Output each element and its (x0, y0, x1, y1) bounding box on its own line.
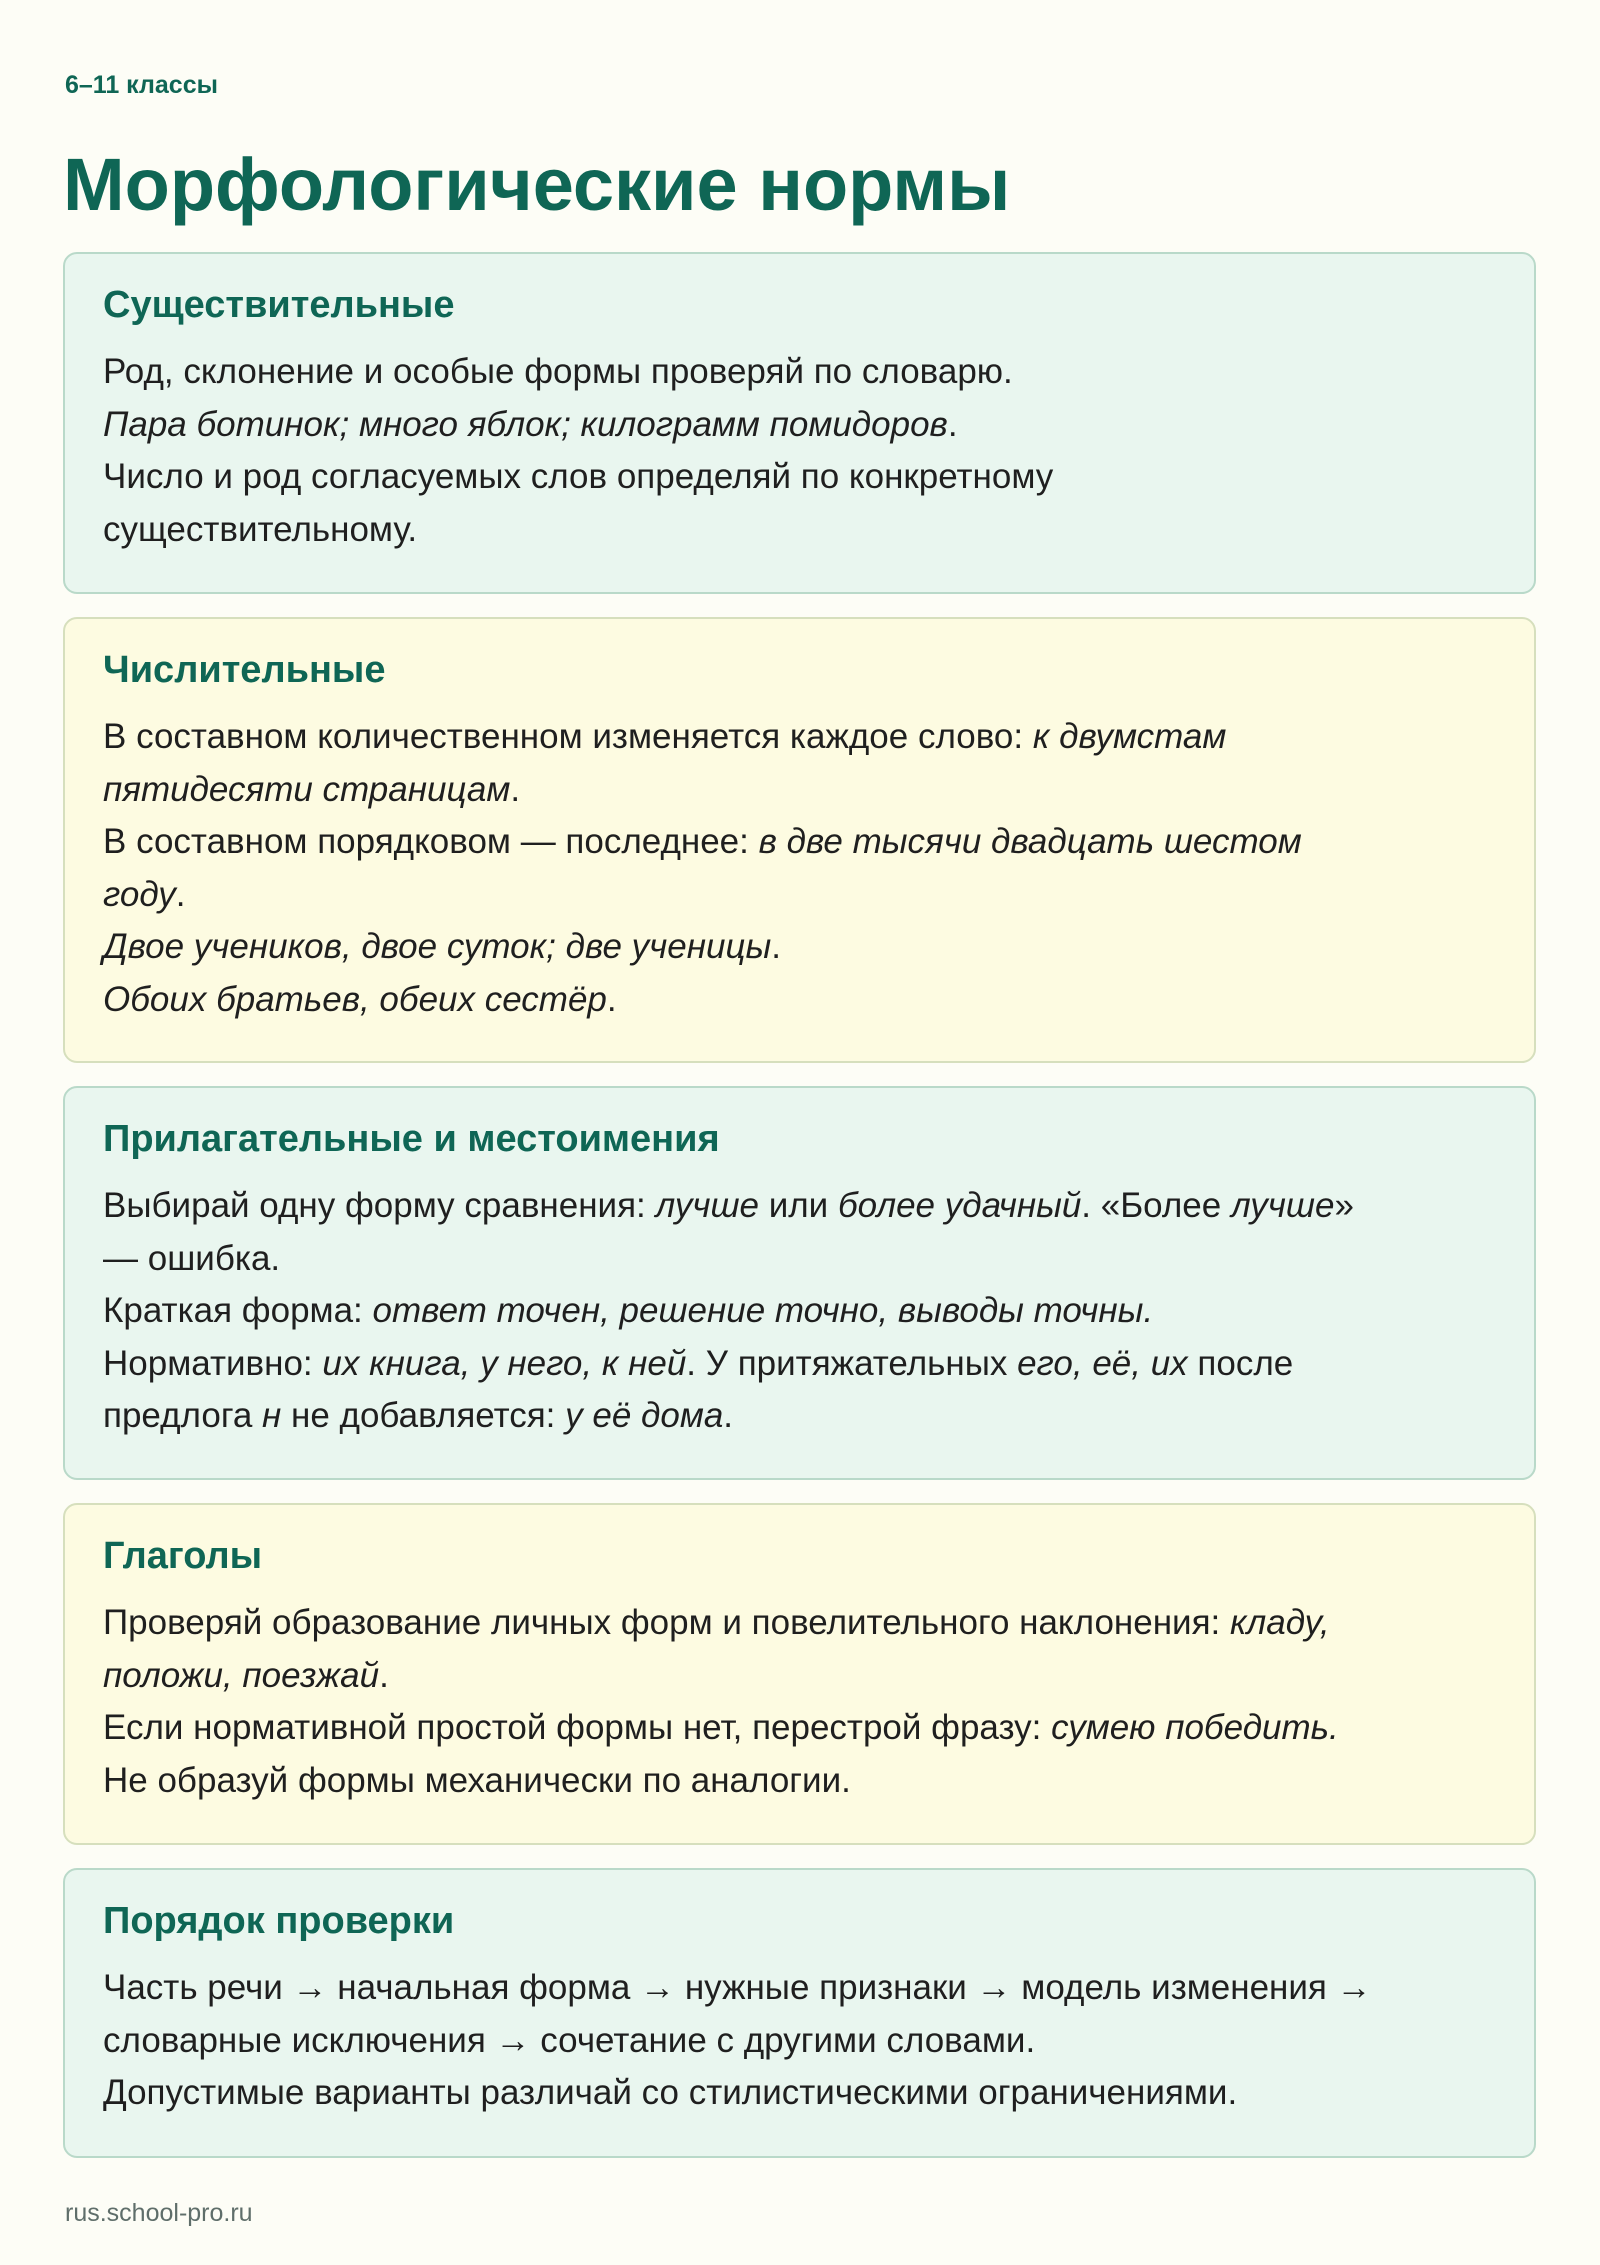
example-text: положи, поезжай (103, 1655, 380, 1695)
card-text (103, 1180, 1498, 1443)
card-check-order (63, 1868, 1536, 2158)
text-fragment: . (723, 1396, 734, 1435)
text-fragment: не добавляется: (281, 1396, 566, 1435)
text-fragment: . (175, 874, 186, 914)
example-text: их книга, у него, к ней (322, 1343, 687, 1383)
text-fragment: Выбирай одну форму сравнения: (103, 1186, 656, 1225)
grade-label: 6–11 классы (65, 71, 218, 99)
card-text (103, 1962, 1498, 2120)
card-title: Прилагательные и местоимения (103, 1118, 720, 1160)
card-text (103, 346, 1498, 556)
text-fragment: . У притяжательных (686, 1343, 1018, 1383)
example-text: сумею победить. (1051, 1708, 1339, 1747)
text-fragment: . (510, 769, 521, 809)
text-line: словарные исключения → сочетание с другими словами. (103, 2020, 1036, 2060)
text-fragment: Проверяй образование личных форм и повелительного наклонения: (103, 1603, 1230, 1642)
text-fragment: Нормативно: (103, 1343, 323, 1383)
example-text: Обоих братьев, обеих сестёр (103, 979, 607, 1019)
text-fragment: . «Более (1081, 1186, 1231, 1225)
page-title: Морфологические нормы (63, 143, 1011, 226)
text-line: Допустимые варианты различай со стилистическими ограничениями. (103, 2073, 1238, 2112)
text-fragment: . (771, 927, 781, 966)
example-text: кладу, (1230, 1603, 1330, 1642)
example-text: более удачный (837, 1186, 1082, 1225)
card-numerals (63, 617, 1536, 1063)
text-line: — ошибка. (103, 1238, 281, 1278)
text-line: Часть речи → начальная форма → нужные признаки → модель изменения → (103, 1968, 1372, 2007)
card-title: Числительные (103, 649, 386, 691)
text-line: Не образуй формы механически по аналогии. (103, 1760, 851, 1800)
example-text: пятидесяти страницам (103, 769, 511, 809)
example-text: его, её, их (1017, 1343, 1188, 1383)
card-title: Существительные (103, 284, 455, 326)
card-title: Порядок проверки (103, 1900, 455, 1942)
text-fragment: » (1334, 1186, 1354, 1225)
card-text (103, 711, 1498, 1026)
example-text: лучше (1230, 1186, 1335, 1225)
text-fragment: или (758, 1186, 838, 1225)
example-text: году (103, 874, 176, 914)
example-text: н (262, 1396, 282, 1435)
text-line: существительному. (103, 509, 418, 549)
text-fragment: после (1187, 1343, 1294, 1383)
example-text: к двумстам (1032, 717, 1227, 756)
card-text (103, 1597, 1498, 1807)
text-fragment: . (379, 1655, 389, 1695)
example-text: ответ точен, решение точно, выводы точны. (372, 1291, 1154, 1330)
text-fragment: . (606, 979, 617, 1019)
card-title: Глаголы (103, 1535, 263, 1577)
text-line: Число и род согласуемых слов определяй по конкретному (103, 457, 1054, 496)
example-text: лучше (655, 1186, 759, 1225)
example-text: Пара ботинок; много яблок; килограмм помидоров (103, 404, 948, 444)
example-text: в две тысячи двадцать шестом (758, 822, 1302, 861)
example-text: Двое учеников, двое суток; две ученицы (103, 927, 772, 966)
text-fragment: В составном количественном изменяется каждое слово: (103, 717, 1033, 756)
example-text: у её дома (565, 1396, 724, 1435)
text-fragment: В составном порядковом — последнее: (103, 822, 759, 861)
footer-site-link[interactable]: rus.school-pro.ru (65, 2199, 253, 2227)
text-fragment: предлога (103, 1396, 263, 1435)
card-nouns (63, 252, 1536, 594)
text-fragment: Если нормативной простой формы нет, перестрой фразу: (103, 1708, 1052, 1747)
text-fragment: . (947, 404, 958, 444)
text-line: Род, склонение и особые формы проверяй по словарю. (103, 352, 1013, 391)
card-verbs (63, 1503, 1536, 1845)
card-adjectives-pronouns (63, 1086, 1536, 1480)
text-fragment: Краткая форма: (103, 1291, 373, 1330)
